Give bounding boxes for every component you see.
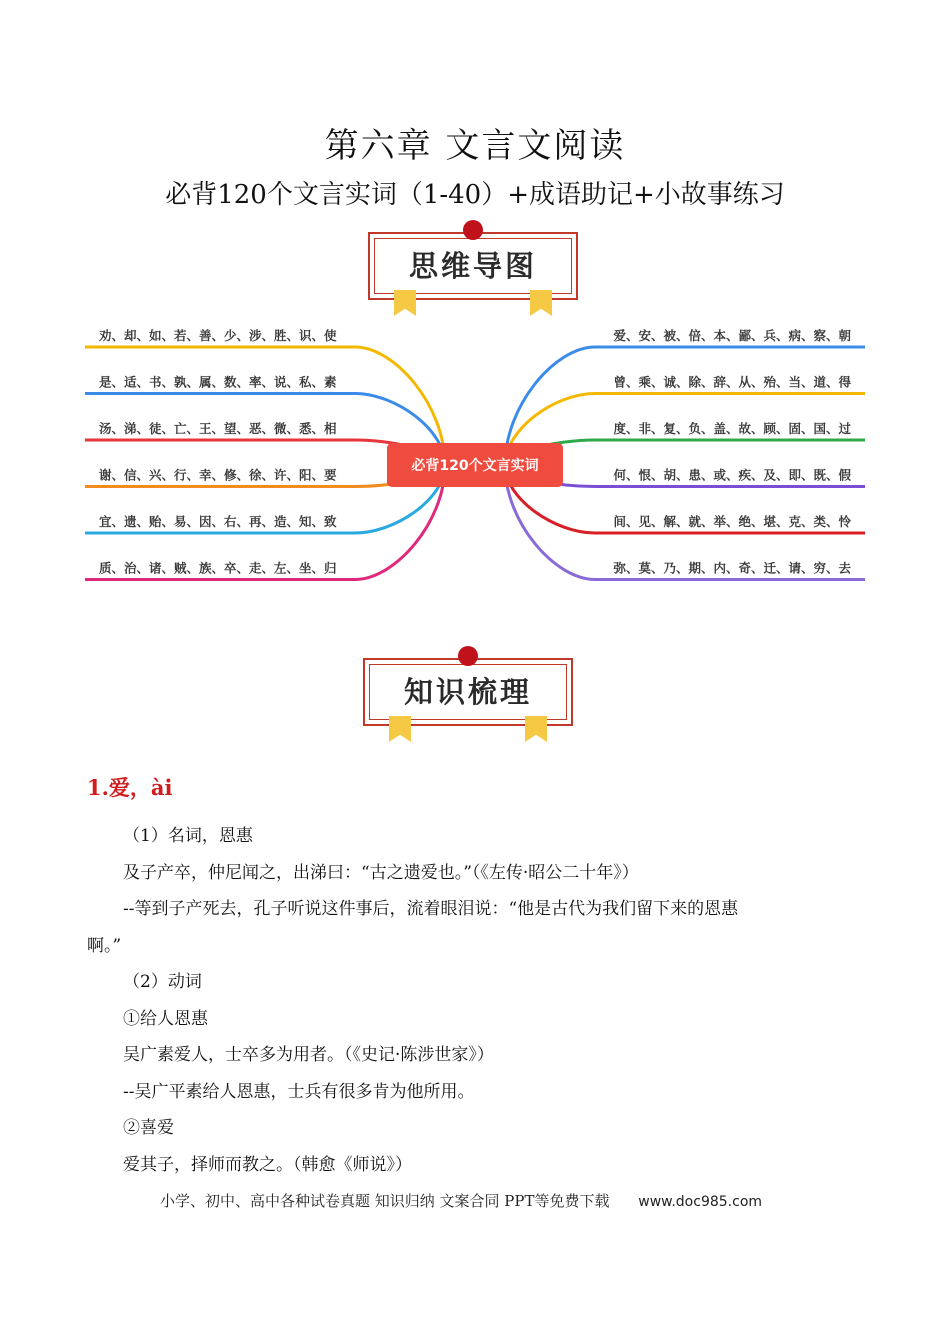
branch-label: 是、适、书、孰、属、数、率、说、私、素 <box>99 374 337 390</box>
body-line: ②喜爱 <box>123 1118 174 1138</box>
branch-label: 爱、安、被、倍、本、鄙、兵、病、察、朝 <box>613 328 851 343</box>
knowledge-badge <box>363 658 573 726</box>
body-line: --吴广平素给人恩惠，士兵有很多肯为他所用。 <box>123 1081 475 1102</box>
body-line: 及子产卒，仲尼闻之，出涕曰：“古之遗爱也。”（《左传·昭公二十年》） <box>123 862 639 883</box>
branch-label: 度、非、复、负、盖、故、顾、固、国、过 <box>613 421 851 436</box>
footer-text: 小学、初中、高中各种试卷真题 知识归纳 文案合同 PPT等免费下载 <box>160 1192 610 1210</box>
page-title: 第六章 文言文阅读 <box>324 126 626 166</box>
section-heading: 1.爱，ài <box>87 775 173 800</box>
mindmap-badge <box>368 232 578 300</box>
badge-dot <box>463 220 483 240</box>
ribbon-left <box>389 716 411 742</box>
branch-label: 间、见、解、就、举、绝、堪、克、类、怜 <box>613 514 851 529</box>
body-line: 爱其子，择师而教之。（韩愈《师说》） <box>123 1154 412 1175</box>
body-line: （1）名词，恩惠 <box>123 826 253 846</box>
body-line: 吴广素爱人，士卒多为用者。（《史记·陈涉世家》） <box>123 1045 494 1065</box>
center-label: 必背120个文言实词 <box>411 458 539 474</box>
body-line: 啊。” <box>87 935 122 956</box>
branch-label: 劝、却、如、若、善、少、涉、胜、识、使 <box>99 328 337 343</box>
branch-label: 谢、信、兴、行、幸、修、徐、许、阳、要 <box>99 467 337 483</box>
body-line: ①给人恩惠 <box>123 1008 208 1029</box>
branch-label: 宜、遗、贻、易、因、右、再、造、知、致 <box>99 514 337 529</box>
ribbon-right <box>525 716 547 742</box>
branch-label: 何、恨、胡、患、或、疾、及、即、既、假 <box>613 467 851 483</box>
branch-label: 汤、涕、徒、亡、王、望、恶、微、悉、相 <box>99 421 337 436</box>
body-line: --等到子产死去，孔子听说这件事后，流着眼泪说：“他是古代为我们留下来的恩惠 <box>123 899 739 919</box>
page-footer <box>160 1190 762 1211</box>
branch-label: 曾、乘、诚、除、辞、从、殆、当、道、得 <box>613 374 851 390</box>
body-line: （2）动词 <box>123 972 202 992</box>
branch-label: 弥、莫、乃、期、内、奇、迁、请、穷、去 <box>613 560 851 576</box>
mindmap <box>85 310 865 600</box>
section-body <box>87 818 867 1183</box>
branch-label: 质、治、诸、贼、族、卒、走、左、坐、归 <box>99 560 337 576</box>
badge-text: 知识梳理 <box>403 675 532 709</box>
page-subtitle: 必背120个文言实词（1-40）+成语助记+小故事练习 <box>165 180 785 210</box>
badge-text: 思维导图 <box>408 249 537 283</box>
badge-dot <box>458 646 478 666</box>
footer-link[interactable]: www.doc985.com <box>638 1194 763 1210</box>
